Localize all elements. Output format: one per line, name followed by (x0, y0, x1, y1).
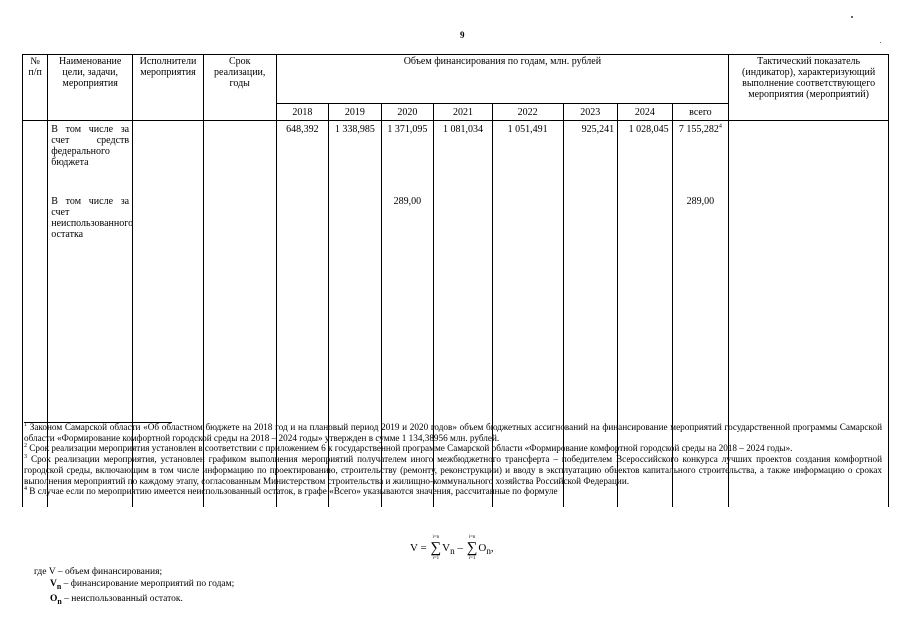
legend-line: $V_n$ – финансирование мероприятий по годам; (50, 579, 235, 591)
row-label: В том числе за счет неиспользованного остатка (48, 195, 133, 507)
table-row (23, 121, 889, 196)
sum-symbol: ∑ i=n i=1 (466, 535, 478, 561)
legend-line: где V – объем финансирования; (34, 567, 163, 577)
formula: V = ∑ i=n i=1 $V_n$ – ∑ i=n i=1 $O_n$, (410, 535, 494, 561)
header-volume: Объем финансирования по годам, млн. рублей (276, 55, 729, 104)
footnote-3: $^3$ Срок реализации мероприятия, установлен графиком выполнения мероприятий получателем иного межбюджетного трансферта – победителем Всероссийского конкурса лучших проектов создания комфортной городской среды, включающим в том числе информацию по проектированию, строительству (ремонту, реконструкции) и вводу в эксплуатацию объектов капитального строительства, а также информацию о сроках выполнения мероприятий по каждому этапу, согласованным Министерством строительства и жилищно-коммунального хозяйства Российской Федерации. (24, 454, 883, 486)
value-cell: 1 338,985 (329, 121, 382, 196)
page-number: 9 (460, 30, 465, 40)
header-indicator: Тактический показатель (индикатор), характеризующий выполнение соответствующего мероприятия (мероприятий) (729, 55, 889, 121)
total-value: 7 155,282 (678, 124, 719, 135)
header-executors: Исполнители мероприятия (133, 55, 204, 121)
value-cell: 925,241 (563, 121, 618, 196)
header-name: Наименование цели, задачи, мероприятия (48, 55, 133, 121)
header-year: 2018 (276, 104, 329, 121)
footnote-1: $^1$ Законом Самарской области «Об областном бюджете на 2018 год и на плановый период 2019 и 2020 годов» объем бюджетных ассигнований на финансирование мероприятий государственной программы Самарской области «Формирование комфортной городской среды на 2018 – 2024 годы» утвержден в сумме 1 134,38956 млн. рублей. (24, 421, 883, 443)
header-year: 2020 (381, 104, 434, 121)
total-cell: 289,00 (672, 195, 729, 507)
header-year: 2022 (492, 104, 563, 121)
value-cell: 1 051,491 (492, 121, 563, 196)
footnote-2: $^2$ Срок реализации мероприятия установлен в соответствии с приложением 6 к государственной программе Самарской области «Формирование комфортной городской среды на 2018 – 2024 годы». (24, 443, 793, 454)
header-year: 2023 (563, 104, 618, 121)
value-cell: 1 081,034 (434, 121, 493, 196)
formula-legend (34, 566, 234, 608)
scan-speck (880, 42, 881, 43)
header-year: 2019 (329, 104, 382, 121)
value-cell: 648,392 (276, 121, 329, 196)
value-cell: 1 371,095 (381, 121, 434, 196)
value-cell: 1 028,045 (618, 121, 673, 196)
total-cell (672, 121, 729, 196)
header-num: № п/п (23, 55, 48, 121)
footnote-ref: 4 (718, 123, 722, 130)
row-label: В том числе за счет средств федерального бюджета (48, 121, 133, 196)
legend-line: $O_n$ – неиспользованный остаток. (50, 593, 183, 606)
header-total: всего (672, 104, 729, 121)
scan-speck (851, 16, 853, 18)
footnote-4: $^4$ В случае если по мероприятию имеется неиспользованный остаток, в графе «Всего» указываются значения, рассчитанные по формуле (24, 486, 558, 497)
header-term: Срок реализации, годы (203, 55, 276, 121)
header-year: 2024 (618, 104, 673, 121)
sum-symbol: ∑ i=n i=1 (430, 535, 442, 561)
table-header-row (23, 55, 889, 104)
value-cell: 289,00 (381, 195, 434, 507)
header-year: 2021 (434, 104, 493, 121)
footnotes (24, 422, 882, 497)
